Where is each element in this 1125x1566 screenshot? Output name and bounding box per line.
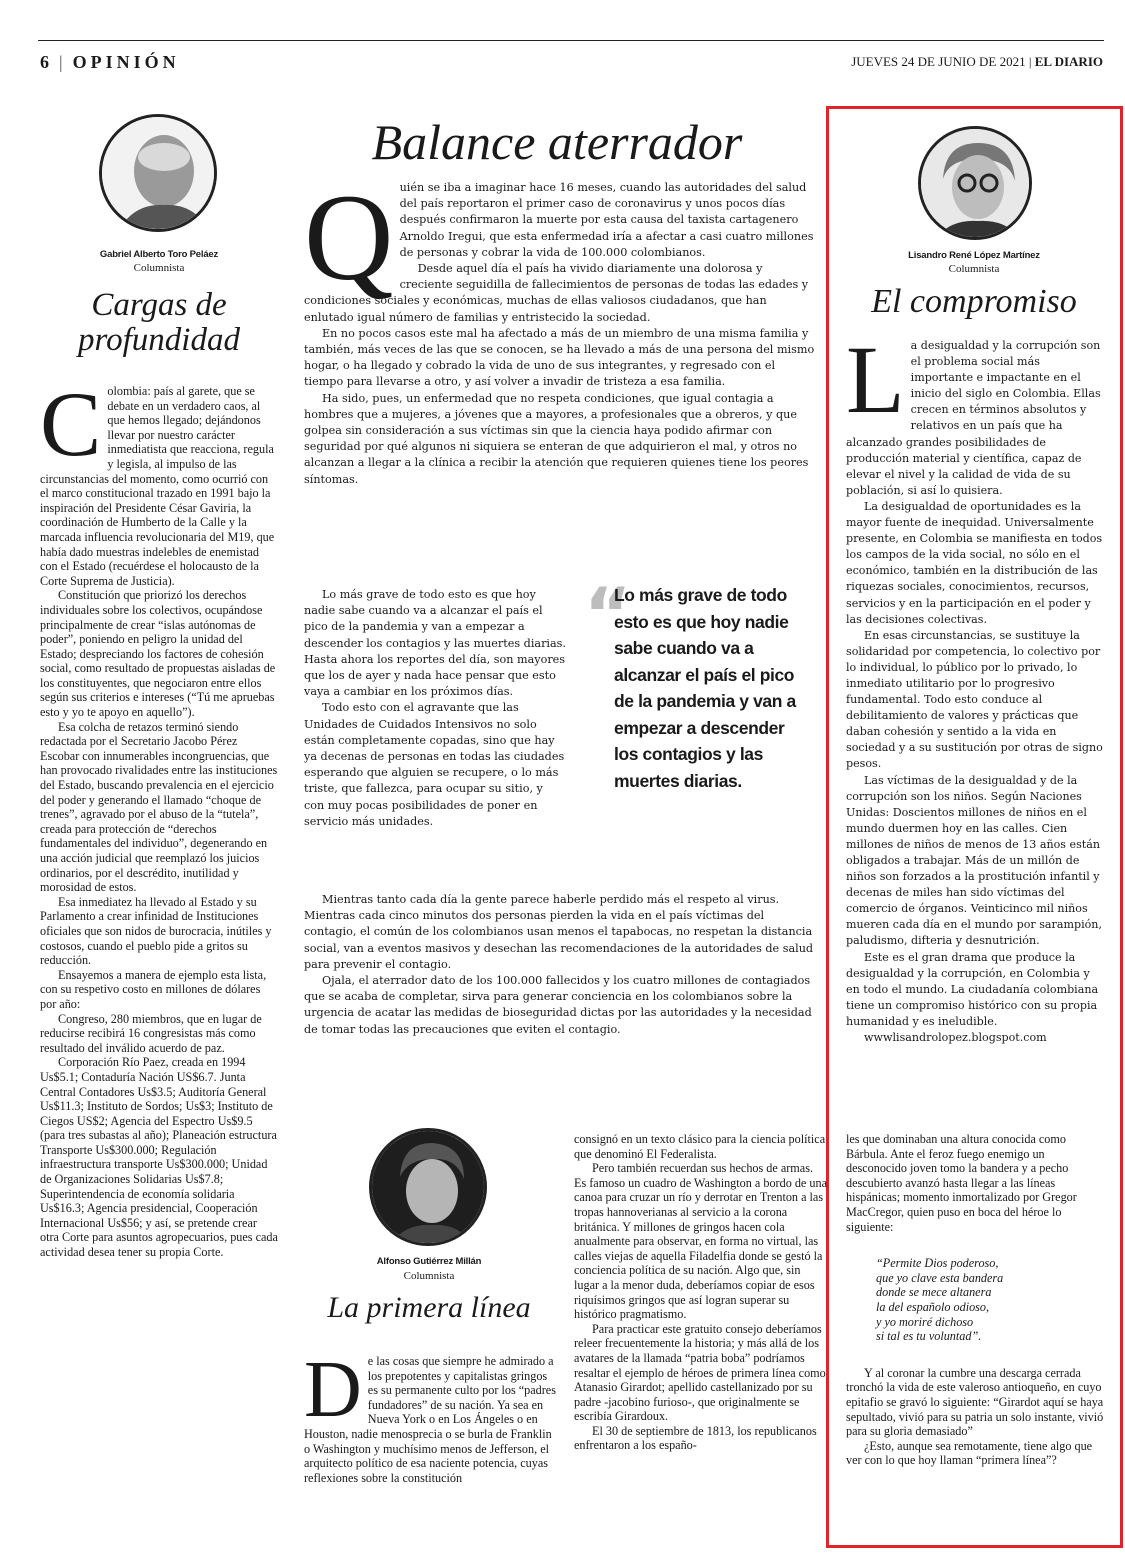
- blog-url: wwwlisandrolopez.blogspot.com: [864, 1031, 1047, 1045]
- paragraph: olombia: país al garete, que se debate en un verdadero caos, al que hemos llegado; dejándonos llevar por nuestro carácter inmediatista que reacciona, regula y legisla, al impulso de las circunstancias del momento, como ocurrió con el marco constitucional trazado en 1991 bajo la inspiración del Presidente César Gaviria, la coordinación de Humberto de la Calle y la marcada influencia revolucionaria del M19, que había dado muestras indelebles de enemistad con el Estado (recuérdese el holocausto de la Corte Suprema de Justicia).: [40, 384, 275, 588]
- editorial-body: [304, 169, 816, 488]
- drop-cap: L: [846, 326, 905, 433]
- paragraph: Constitución que priorizó los derechos individuales sobre los colectivos, ocupándose principalmente de crear “islas autónomas de poder”, poniendo en peligro la unidad del Estado; despreciando los factores de cohesión social, como resultado de propuestas aisladas de los constituyentes, que negociaron entre ellos según sus criterios e intereses (“Tú me apruebas esto y yo te apoyo en aquello”).: [40, 588, 276, 720]
- paragraph: En esas circunstancias, se sustituye la solidaridad por competencia, lo colectivo por lo individual, lo público por lo privado, lo inmediato utilitario por lo progresivo fundamental. Todo esto conduce al debilitamiento de valores y prácticas que daban cohesión y sentido a la vida en sociedad y a su sustitución por otras de signo pesos.: [846, 628, 1103, 771]
- columnist-photo-gutierrez: [369, 1128, 487, 1246]
- newspaper-name: EL DIARIO: [1034, 54, 1103, 69]
- editorial-title: Balance aterrador: [371, 114, 743, 170]
- paragraph: a desigualdad y la corrupción son el problema social más importante e impactante en el inicio del siglo en Colombia. Ellas crecen en términos absolutos y relativos en un país que ha alcanzado grandes posibilidades de producción material y científica, capaz de elevar el nivel y la calidad de vida de su población, si así lo quisiera.: [846, 339, 1101, 497]
- date-line: JUEVES 24 DE JUNIO DE 2021 | EL DIARIO: [851, 54, 1103, 69]
- header-rule: [38, 40, 1104, 41]
- paragraph: Ojala, el aterrador dato de los 100.000 fallecidos y los cuatro millones de contagiados que se acaba de completar, sirva para generar conciencia en los colombianos sobre la urgencia de acatar las medidas de bioseguridad dictas por las autoridades y la necesidad de tomar todas las precauciones que eviten el contagio.: [304, 974, 812, 1036]
- paragraph: Las víctimas de la desigualdad y de la corrupción son los niños. Según Naciones Unidas: Doscientos millones de niños en el mundo duermen hoy en las calles. Cien millones de niños de menos de 13 años están obligados a trabajar. Más de un millón de niños son forzados a la prostitución infantil y decenas de miles han sido víctimas del comercio de órganos. Veinticinco mil niños mueren cada día en el mundo por sarampión, paludismo, difteria y desnutrición.: [846, 773, 1102, 948]
- editorial-body-narrow: [304, 587, 566, 830]
- columnist-role: Columnista: [948, 263, 1000, 275]
- poem-line: si tal es tu voluntad”.: [876, 1329, 982, 1344]
- paragraph: ¿Esto, aunque sea remotamente, tiene algo que ver con lo que hoy llaman “primera línea”?: [846, 1438, 1093, 1468]
- paragraph: Ha sido, pues, un enfermedad que no respeta condiciones, que igual contagia a hombres que a mujeres, a jóvenes que a mayores, a profesionales que a obreros, y que golpea sin consideración a sus víctimas sin que la ciencia haya podido afirmar con seguridad por qué algunos ni siquiera se enteran de que adquirieron el mal, y otros no alcanzan a llegar a la clínica a recibir la atención que requieren quienes tiene los peores síntomas.: [304, 391, 809, 486]
- poem-line: que yo clave esta bandera: [876, 1270, 1004, 1285]
- paragraph: Esa colcha de retazos terminó siendo redactada por el Secretario Jacobo Pérez Escobar con innumerables incongruencias, que han provocado rivalidades entre las instituciones del Estado, buscando prevalencia en el ejercicio del poder y generando el llamado “choque de trenes”, agravado por el abuso de la “tutela”, creada para protección de “derechos fundamentales del individuo”, degenerando en una acción judicial que reemplazó los juicios ordinarios, por el descrédito, inutilidad y morosidad de estos.: [40, 719, 278, 895]
- section-name: OPINIÓN: [72, 52, 180, 72]
- paragraph: Este es el gran drama que produce la desigualdad y la corrupción, en Colombia y en todo el mundo. La ciudadanía colombiana tiene un compromiso histórico con su propia humanidad y es ineludible.: [846, 950, 1099, 1028]
- drop-cap: Q: [304, 169, 394, 306]
- page-number: 6: [40, 52, 53, 72]
- poem-line: donde se mece altanera: [876, 1285, 992, 1300]
- paragraph: En no pocos casos este mal ha afectado a más de un miembro de una misma familia y también, más veces de las que se conocen, se ha llevado a más de una persona del mismo hogar, o ha llegado y cobrado la vida de uno de sus integrantes, y regresado con el tiempo para llevarse a otro, y así volver a invadir de tristeza a esa familia.: [304, 326, 815, 389]
- pull-quote: Lo más grave de todo esto es que hoy nadie sabe cuando va a alcanzar el país el pico de la pandemia y van a empezar a descender los contagios y las muertes diarias.: [614, 585, 796, 791]
- drop-cap: C: [40, 373, 102, 475]
- column-title: El compromiso: [871, 283, 1077, 320]
- paragraph: El 30 de septiembre de 1813, los republicanos enfrentaron a los españo-: [574, 1423, 817, 1453]
- paragraph: La desigualdad de oportunidades es la mayor fuente de inequidad. Universalmente presente, en Colombia se manifiesta en todos los campos de la vida social, no sólo en el económico, también en la distribución de las riquezas sociales, conocimientos, recursos, servicios y en la participación en el poder y las decisiones colectivas.: [846, 499, 1103, 626]
- paragraph: Desde aquel día el país ha vivido diariamente una dolorosa y creciente seguidilla de fallecimientos de personas de todas las edades y condiciones sociales y económicas, muchas de ellas valiosos ciudadanos, que han enlutado igual número de familias y entristecido la sociedad.: [304, 262, 809, 324]
- paragraph: consignó en un texto clásico para la ciencia política que denominó El Federalista.: [574, 1132, 826, 1161]
- paragraph: uién se iba a imaginar hace 16 meses, cuando las autoridades del salud del país reportaron el primer caso de coronavirus y unos pocos días después confirmaron la muerte por esta causa del taxista cartagenero Arnoldo Iregui, que esta enfermedad iría a afectar a casi cuatro millones de personas y cobrar la vida de 100.000 colombianos.: [399, 181, 814, 259]
- columnist-name: Gabriel Alberto Toro Peláez: [99, 249, 219, 260]
- paragraph: Pero también recuerdan sus hechos de armas. Es famoso un cuadro de Washington a bordo de una canoa para cruzar un río y derrotar en Trenton a las tropas hannoverianas al servicio a la corona británica. Y millones de gringos hacen cola anualmente para observar, en forma no virtual, las calles viejas de aquella Filadelfia donde se gestó la conciencia política de su nación. Algo que, sin lugar a la menor duda, deberíamos copiar de esos riquísimos gringos que así logran superar su histórico pragmatismo.: [574, 1161, 827, 1322]
- editorial-body-end: [304, 892, 816, 1038]
- column-body-gutierrez-2: [574, 1132, 828, 1453]
- paragraph: Para practicar este gratuito consejo deberíamos releer frecuentemente la historia; y más allá de los avatares de la llamada “patria boba” podríamos resaltar el ejemplo de héroes de primera línea como Atanasio Girardot; apellido castellanizado por su padre -jacobino furioso-, que originalmente se escribía Girardoux.: [574, 1321, 826, 1424]
- page-section-header: [40, 52, 180, 73]
- paragraph: Mientras tanto cada día la gente parece haberle perdido más el respeto al virus. Mientras cada cinco minutos dos personas pierden la vida en el país víctimas del contagio, el común de los colombianos usan menos el tapabocas, no respetan la distancia social, van a eventos masivos y desechan las recomendaciones de la autoridades de salud para prevenir el contagio.: [304, 893, 814, 971]
- paragraph: Y al coronar la cumbre una descarga cerrada tronchó la vida de este valeroso antioqueño, en cuyo epitafio se gravó lo siguiente: “Girardot aquí se haya sepultado, vivió para su patria un solo instante, vivió para su gloria demasiado”: [846, 1365, 1104, 1439]
- column-title: Cargas de profundidad: [78, 287, 240, 358]
- paragraph: Ensayemos a manera de ejemplo esta lista, con su respetivo costo en millones de dólares por año:: [40, 967, 267, 1011]
- columnist-name: Alfonso Gutiérrez Millán: [376, 1256, 482, 1267]
- column-body-gutierrez: [304, 1346, 560, 1485]
- issue-date: JUEVES 24 DE JUNIO DE 2021: [851, 54, 1026, 69]
- paragraph: les que dominaban una altura conocida como Bárbula. Ante el feroz fuego enemigo un desconocido joven tomo la bandera y a pecho descubierto avanzó hasta llegar a las líneas hispánicas; momento inmortalizado por Gregor MacCregor, quien puso en boca del héroe lo siguiente:: [846, 1132, 1077, 1234]
- column-body-gutierrez-3: [846, 1132, 1104, 1468]
- columnist-role: Columnista: [403, 1270, 455, 1282]
- paragraph: e las cosas que siempre he admirado a los prepotentes y capitalistas gringos es su permanente culto por los “padres fundadores” de su nación. Ya sea en Nueva York o en Los Ángeles o en Houston, nadie menosprecia o se burla de Franklin o Washington y muchísimo menos de Jefferson, el arquitecto político de esa naciente potencia, cuyas reflexiones sobre la constitución: [304, 1354, 556, 1485]
- quote-icon: “: [584, 572, 632, 656]
- columnist-role: Columnista: [133, 262, 185, 274]
- paragraph: Corporación Río Paez, creada en 1994 Us$5.1; Contaduría Nación US$6.7. Junta Central Contadores Us$3.5; Auditoría General Us$11.3; Instituto de Sordos; Us$3; Instituto de Ciegos US$2; Agencia del Espectro Us$9.5 (para tres subastas al año); Planeación estructura Transporte Us$300.000; Regulación infraestructura transporte Us$300.000; Unidad de Organizaciones Solidarias Us$7.8; Superintendencia de economía solidaria Us$16.3; Agencia presidencial, Cooperación Internacional Us$56; y así, se pretende crear otra Corte para asuntos agropecuarios, pues cada actividad desea tener su propia Corte.: [40, 1055, 278, 1260]
- header-divider: |: [59, 52, 67, 72]
- paragraph: Esa inmediatez ha llevado al Estado y su Parlamento a crear infinidad de Instituciones oficiales que son nidos de burocracia, inútiles y costosos, cuando el pueblo pide a gritos su reducción.: [40, 894, 272, 968]
- paragraph: Congreso, 280 miembros, que en lugar de reducirse recibirá 16 congresistas más como resultado del inválido acuerdo de paz.: [40, 1011, 262, 1055]
- poem-line: la del españolo odioso,: [876, 1299, 990, 1314]
- columnist-name: Lisandro René López Martínez: [908, 250, 1040, 261]
- column-title: La primera línea: [327, 1291, 531, 1324]
- column-body-lopez: [846, 326, 1104, 1046]
- poem-line: y yo moriré dichoso: [876, 1314, 974, 1329]
- poem-line: “Permite Dios poderoso,: [876, 1256, 999, 1271]
- paragraph: Lo más grave de todo esto es que hoy nadie sabe cuando va a alcanzar el país el pico de la pandemia y van a empezar a descender los contagios y las muertes diarias. Hasta ahora los reportes del día, son mayores que los de ayer y nada hace pensar que esto vaya a cambiar en los próximos días.: [304, 588, 566, 699]
- column-body-toro: [40, 373, 278, 1260]
- poem: [876, 1256, 1104, 1344]
- columnist-photo-lopez: [918, 126, 1032, 240]
- columnist-photo-toro: [99, 114, 217, 232]
- paragraph: Todo esto con el agravante que las Unidades de Cuidados Intensivos no solo están completamente copadas, sino que hay ya decenas de personas en todas las ciudades esperando que alguien se recupere, o lo más triste, que fallezca, para ocupar su sitio, y con muy pocas posibilidades de poner en servicio más unidades.: [304, 701, 565, 828]
- drop-cap: D: [304, 1346, 362, 1434]
